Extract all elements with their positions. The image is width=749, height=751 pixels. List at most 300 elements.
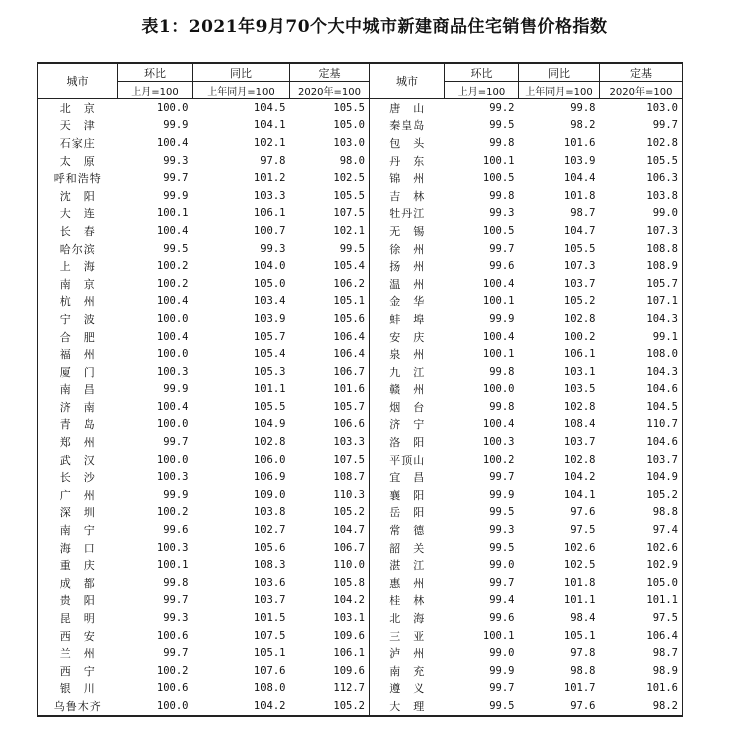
yoy-value: 105.2 (563, 295, 596, 308)
base-value: 101.6 (290, 381, 370, 399)
base-value: 106.7 (290, 539, 370, 557)
table-row (38, 134, 683, 152)
city-name: 沈 阳 (38, 187, 118, 205)
mom-value: 99.6 (489, 612, 515, 625)
mom-value: 100.4 (156, 224, 189, 237)
base-value: 105.2 (290, 504, 370, 522)
table-row (38, 257, 683, 275)
city-name: 海 口 (38, 539, 118, 557)
yoy-value: 97.8 (260, 154, 286, 167)
base-value: 109.6 (290, 662, 370, 680)
table-row (38, 504, 683, 522)
mom-value: 100.5 (482, 224, 515, 237)
table-row (38, 644, 683, 662)
mom-value: 100.1 (482, 295, 515, 308)
city-name: 安 庆 (370, 328, 445, 346)
yoy-value: 103.9 (563, 154, 596, 167)
table-row (38, 328, 683, 346)
city-name: 北 海 (370, 609, 445, 627)
yoy-value: 101.8 (563, 189, 596, 202)
city-header-left: 城市 (38, 63, 118, 99)
mom-value: 99.9 (163, 383, 189, 396)
yoy-value: 99.8 (570, 101, 596, 114)
city-name: 吉 林 (370, 187, 445, 205)
base-value: 105.2 (290, 697, 370, 716)
yoy-value: 103.7 (563, 436, 596, 449)
yoy-value: 104.1 (253, 119, 286, 132)
yoy-value: 102.8 (253, 436, 286, 449)
base-value: 106.4 (290, 345, 370, 363)
table-row (38, 293, 683, 311)
mom-value: 99.7 (163, 436, 189, 449)
yoy-value: 105.0 (253, 277, 286, 290)
table-row (38, 205, 683, 223)
mom-value: 99.9 (163, 488, 189, 501)
city-name: 泉 州 (370, 345, 445, 363)
base-value: 106.3 (600, 169, 683, 187)
yoy-value: 108.4 (563, 418, 596, 431)
base-value: 99.0 (600, 205, 683, 223)
city-name: 济 南 (38, 398, 118, 416)
city-name: 锦 州 (370, 169, 445, 187)
yoy-value: 99.3 (260, 242, 286, 255)
mom-subheader-right: 上月=100 (445, 82, 519, 99)
city-name: 深 圳 (38, 504, 118, 522)
base-value: 105.7 (600, 275, 683, 293)
table-row (38, 275, 683, 293)
base-value: 105.5 (600, 152, 683, 170)
base-value: 107.3 (600, 222, 683, 240)
table-row (38, 521, 683, 539)
city-name: 青 岛 (38, 416, 118, 434)
base-value: 104.3 (600, 310, 683, 328)
yoy-value: 104.5 (253, 101, 286, 114)
yoy-value: 103.8 (253, 506, 286, 519)
city-name: 常 德 (370, 521, 445, 539)
city-name: 兰 州 (38, 644, 118, 662)
mom-value: 99.7 (163, 594, 189, 607)
yoy-value: 100.2 (563, 330, 596, 343)
yoy-value: 109.0 (253, 488, 286, 501)
mom-value: 100.0 (156, 348, 189, 361)
city-name: 三 亚 (370, 627, 445, 645)
yoy-value: 104.2 (563, 471, 596, 484)
base-value: 106.6 (290, 416, 370, 434)
yoy-value: 103.1 (563, 365, 596, 378)
yoy-value: 102.7 (253, 524, 286, 537)
mom-value: 99.9 (489, 664, 515, 677)
mom-value: 99.0 (489, 559, 515, 572)
mom-value: 99.4 (489, 594, 515, 607)
mom-value: 100.6 (156, 629, 189, 642)
yoy-value: 106.9 (253, 471, 286, 484)
base-header-left: 定基 (290, 63, 370, 82)
base-value: 98.2 (600, 697, 683, 716)
city-name: 西 宁 (38, 662, 118, 680)
yoy-value: 106.1 (253, 207, 286, 220)
table-row (38, 609, 683, 627)
base-value: 98.0 (290, 152, 370, 170)
yoy-value: 103.7 (253, 594, 286, 607)
city-name: 乌鲁木齐 (38, 697, 118, 716)
mom-value: 99.6 (489, 260, 515, 273)
city-name: 徐 州 (370, 240, 445, 258)
yoy-value: 106.0 (253, 453, 286, 466)
yoy-value: 100.7 (253, 224, 286, 237)
base-value: 110.3 (290, 486, 370, 504)
mom-value: 100.1 (156, 559, 189, 572)
yoy-value: 97.6 (570, 699, 596, 712)
table-row (38, 451, 683, 469)
base-value: 105.2 (600, 486, 683, 504)
mom-subheader-left: 上月=100 (118, 82, 193, 99)
table-row (38, 345, 683, 363)
mom-value: 99.7 (489, 242, 515, 255)
city-name: 洛 阳 (370, 433, 445, 451)
city-name: 北 京 (38, 99, 118, 117)
yoy-value: 103.9 (253, 312, 286, 325)
base-value: 104.5 (600, 398, 683, 416)
table-row (38, 680, 683, 698)
base-value: 104.7 (290, 521, 370, 539)
city-name: 贵 阳 (38, 592, 118, 610)
yoy-value: 97.8 (570, 647, 596, 660)
yoy-value: 101.6 (563, 136, 596, 149)
table-row (38, 363, 683, 381)
base-subheader-right: 2020年=100 (600, 82, 683, 99)
mom-value: 99.6 (163, 524, 189, 537)
mom-value: 100.6 (156, 682, 189, 695)
city-name: 秦皇岛 (370, 117, 445, 135)
base-value: 105.6 (290, 310, 370, 328)
city-name: 上 海 (38, 257, 118, 275)
yoy-value: 104.4 (563, 172, 596, 185)
mom-value: 100.0 (156, 699, 189, 712)
mom-value: 100.2 (156, 506, 189, 519)
mom-value: 100.3 (156, 471, 189, 484)
city-name: 宁 波 (38, 310, 118, 328)
city-name: 石家庄 (38, 134, 118, 152)
table-row (38, 222, 683, 240)
city-name: 西 安 (38, 627, 118, 645)
mom-header-right: 环比 (445, 63, 519, 82)
city-name: 武 汉 (38, 451, 118, 469)
city-name: 福 州 (38, 345, 118, 363)
yoy-value: 104.0 (253, 260, 286, 273)
table-row (38, 574, 683, 592)
yoy-value: 101.1 (563, 594, 596, 607)
yoy-value: 101.7 (563, 682, 596, 695)
mom-value: 100.0 (156, 312, 189, 325)
base-value: 108.7 (290, 468, 370, 486)
mom-value: 100.2 (156, 277, 189, 290)
mom-value: 99.7 (163, 647, 189, 660)
yoy-value: 102.5 (563, 559, 596, 572)
yoy-value: 102.1 (253, 136, 286, 149)
city-name: 哈尔滨 (38, 240, 118, 258)
city-name: 成 都 (38, 574, 118, 592)
mom-value: 100.0 (482, 383, 515, 396)
base-value: 108.9 (600, 257, 683, 275)
city-name: 岳 阳 (370, 504, 445, 522)
table-row (38, 117, 683, 135)
city-name: 九 江 (370, 363, 445, 381)
base-value: 108.0 (600, 345, 683, 363)
yoy-value: 107.5 (253, 629, 286, 642)
mom-value: 99.5 (163, 242, 189, 255)
yoy-value: 101.2 (253, 172, 286, 185)
city-name: 温 州 (370, 275, 445, 293)
city-name: 重 庆 (38, 556, 118, 574)
base-value: 99.5 (290, 240, 370, 258)
yoy-value: 105.5 (563, 242, 596, 255)
mom-value: 99.5 (489, 506, 515, 519)
mom-value: 99.5 (489, 541, 515, 554)
city-name: 南 宁 (38, 521, 118, 539)
base-value: 98.8 (600, 504, 683, 522)
mom-value: 100.1 (482, 629, 515, 642)
base-value: 105.5 (290, 187, 370, 205)
city-name: 唐 山 (370, 99, 445, 117)
mom-value: 100.3 (482, 436, 515, 449)
city-name: 天 津 (38, 117, 118, 135)
base-value: 104.6 (600, 433, 683, 451)
mom-value: 99.8 (489, 189, 515, 202)
base-value: 105.4 (290, 257, 370, 275)
base-value: 107.5 (290, 451, 370, 469)
yoy-header-left: 同比 (193, 63, 290, 82)
city-name: 太 原 (38, 152, 118, 170)
city-name: 呼和浩特 (38, 169, 118, 187)
table-row (38, 592, 683, 610)
yoy-value: 101.8 (563, 576, 596, 589)
base-value: 103.1 (290, 609, 370, 627)
mom-value: 100.2 (482, 453, 515, 466)
base-value: 105.0 (600, 574, 683, 592)
mom-value: 99.8 (163, 576, 189, 589)
base-value: 98.9 (600, 662, 683, 680)
base-value: 97.4 (600, 521, 683, 539)
base-subheader-left: 2020年=100 (290, 82, 370, 99)
table-row (38, 152, 683, 170)
mom-value: 99.9 (489, 488, 515, 501)
table-row (38, 556, 683, 574)
city-name: 遵 义 (370, 680, 445, 698)
mom-value: 100.0 (156, 453, 189, 466)
city-name: 湛 江 (370, 556, 445, 574)
table-row (38, 627, 683, 645)
table-row (38, 662, 683, 680)
city-name: 合 肥 (38, 328, 118, 346)
base-value: 103.8 (600, 187, 683, 205)
base-value: 103.0 (290, 134, 370, 152)
base-value: 110.0 (290, 556, 370, 574)
base-value: 101.1 (600, 592, 683, 610)
mom-value: 99.3 (489, 207, 515, 220)
table-row (38, 310, 683, 328)
yoy-value: 102.8 (563, 400, 596, 413)
city-name: 扬 州 (370, 257, 445, 275)
mom-value: 99.7 (489, 471, 515, 484)
city-name: 惠 州 (370, 574, 445, 592)
base-value: 105.7 (290, 398, 370, 416)
base-value: 102.8 (600, 134, 683, 152)
base-value: 105.5 (290, 99, 370, 117)
yoy-value: 98.7 (570, 207, 596, 220)
mom-value: 99.7 (163, 172, 189, 185)
base-value: 106.4 (600, 627, 683, 645)
mom-value: 99.9 (489, 312, 515, 325)
city-name: 桂 林 (370, 592, 445, 610)
yoy-value: 102.8 (563, 312, 596, 325)
base-value: 106.7 (290, 363, 370, 381)
base-value: 105.8 (290, 574, 370, 592)
base-value: 97.5 (600, 609, 683, 627)
city-name: 昆 明 (38, 609, 118, 627)
table-row (38, 398, 683, 416)
base-value: 103.0 (600, 99, 683, 117)
base-value: 101.6 (600, 680, 683, 698)
mom-value: 100.4 (482, 330, 515, 343)
table-title: 表1：2021年9月70个大中城市新建商品住宅销售价格指数 (141, 17, 608, 37)
yoy-value: 105.3 (253, 365, 286, 378)
yoy-value: 103.6 (253, 576, 286, 589)
mom-value: 100.4 (156, 400, 189, 413)
city-name: 长 沙 (38, 468, 118, 486)
table-row (38, 169, 683, 187)
mom-value: 100.2 (156, 664, 189, 677)
city-name: 平顶山 (370, 451, 445, 469)
yoy-value: 104.7 (563, 224, 596, 237)
city-name: 大 连 (38, 205, 118, 223)
mom-value: 99.8 (489, 365, 515, 378)
yoy-header-right: 同比 (519, 63, 600, 82)
city-name: 广 州 (38, 486, 118, 504)
mom-value: 99.8 (489, 136, 515, 149)
yoy-value: 105.5 (253, 400, 286, 413)
city-name: 大 理 (370, 697, 445, 716)
mom-value: 100.1 (156, 207, 189, 220)
mom-value: 99.9 (163, 189, 189, 202)
mom-value: 100.2 (156, 260, 189, 273)
city-name: 泸 州 (370, 644, 445, 662)
base-value: 104.6 (600, 381, 683, 399)
yoy-value: 105.7 (253, 330, 286, 343)
yoy-value: 98.4 (570, 612, 596, 625)
mom-value: 99.3 (489, 524, 515, 537)
yoy-value: 105.4 (253, 348, 286, 361)
city-name: 济 宁 (370, 416, 445, 434)
mom-header-left: 环比 (118, 63, 193, 82)
yoy-value: 97.6 (570, 506, 596, 519)
yoy-value: 107.6 (253, 664, 286, 677)
base-value: 109.6 (290, 627, 370, 645)
table-row (38, 416, 683, 434)
mom-value: 100.1 (482, 348, 515, 361)
city-name: 牡丹江 (370, 205, 445, 223)
yoy-value: 103.5 (563, 383, 596, 396)
yoy-value: 104.2 (253, 699, 286, 712)
yoy-value: 103.7 (563, 277, 596, 290)
yoy-value: 106.1 (563, 348, 596, 361)
yoy-value: 104.9 (253, 418, 286, 431)
base-value: 110.7 (600, 416, 683, 434)
mom-value: 99.3 (163, 154, 189, 167)
base-value: 105.1 (290, 293, 370, 311)
base-value: 102.9 (600, 556, 683, 574)
city-name: 长 春 (38, 222, 118, 240)
yoy-subheader-left: 上年同月=100 (193, 82, 290, 99)
table-row (38, 240, 683, 258)
mom-value: 99.7 (489, 682, 515, 695)
mom-value: 100.0 (156, 101, 189, 114)
mom-value: 99.2 (489, 101, 515, 114)
city-name: 韶 关 (370, 539, 445, 557)
yoy-subheader-right: 上年同月=100 (519, 82, 600, 99)
city-name: 宜 昌 (370, 468, 445, 486)
mom-value: 100.4 (156, 136, 189, 149)
city-name: 丹 东 (370, 152, 445, 170)
base-value: 103.7 (600, 451, 683, 469)
base-value: 102.1 (290, 222, 370, 240)
table-row (38, 697, 683, 716)
mom-value: 100.4 (156, 295, 189, 308)
mom-value: 99.3 (163, 612, 189, 625)
mom-value: 99.8 (489, 400, 515, 413)
base-value: 104.9 (600, 468, 683, 486)
base-value: 106.2 (290, 275, 370, 293)
base-value: 99.7 (600, 117, 683, 135)
table-row (38, 381, 683, 399)
base-value: 102.6 (600, 539, 683, 557)
mom-value: 99.0 (489, 647, 515, 660)
mom-value: 100.0 (156, 418, 189, 431)
city-name: 蚌 埠 (370, 310, 445, 328)
mom-value: 99.5 (489, 699, 515, 712)
mom-value: 99.5 (489, 119, 515, 132)
base-value: 105.0 (290, 117, 370, 135)
city-name: 杭 州 (38, 293, 118, 311)
yoy-value: 105.1 (253, 647, 286, 660)
base-value: 98.7 (600, 644, 683, 662)
base-value: 108.8 (600, 240, 683, 258)
mom-value: 100.5 (482, 172, 515, 185)
base-value: 107.5 (290, 205, 370, 223)
yoy-value: 97.5 (570, 524, 596, 537)
yoy-value: 101.1 (253, 383, 286, 396)
yoy-value: 101.5 (253, 612, 286, 625)
mom-value: 100.4 (482, 277, 515, 290)
price-index-table (37, 62, 683, 717)
base-value: 104.2 (290, 592, 370, 610)
city-name: 郑 州 (38, 433, 118, 451)
city-name: 南 昌 (38, 381, 118, 399)
table-row (38, 187, 683, 205)
base-value: 112.7 (290, 680, 370, 698)
base-value: 107.1 (600, 293, 683, 311)
mom-value: 99.9 (163, 119, 189, 132)
yoy-value: 102.8 (563, 453, 596, 466)
table-row (38, 539, 683, 557)
table-body (38, 99, 683, 716)
table-row (38, 433, 683, 451)
yoy-value: 104.1 (563, 488, 596, 501)
base-header-right: 定基 (600, 63, 683, 82)
city-header-right: 城市 (370, 63, 445, 99)
base-value: 106.1 (290, 644, 370, 662)
city-name: 银 川 (38, 680, 118, 698)
yoy-value: 107.3 (563, 260, 596, 273)
